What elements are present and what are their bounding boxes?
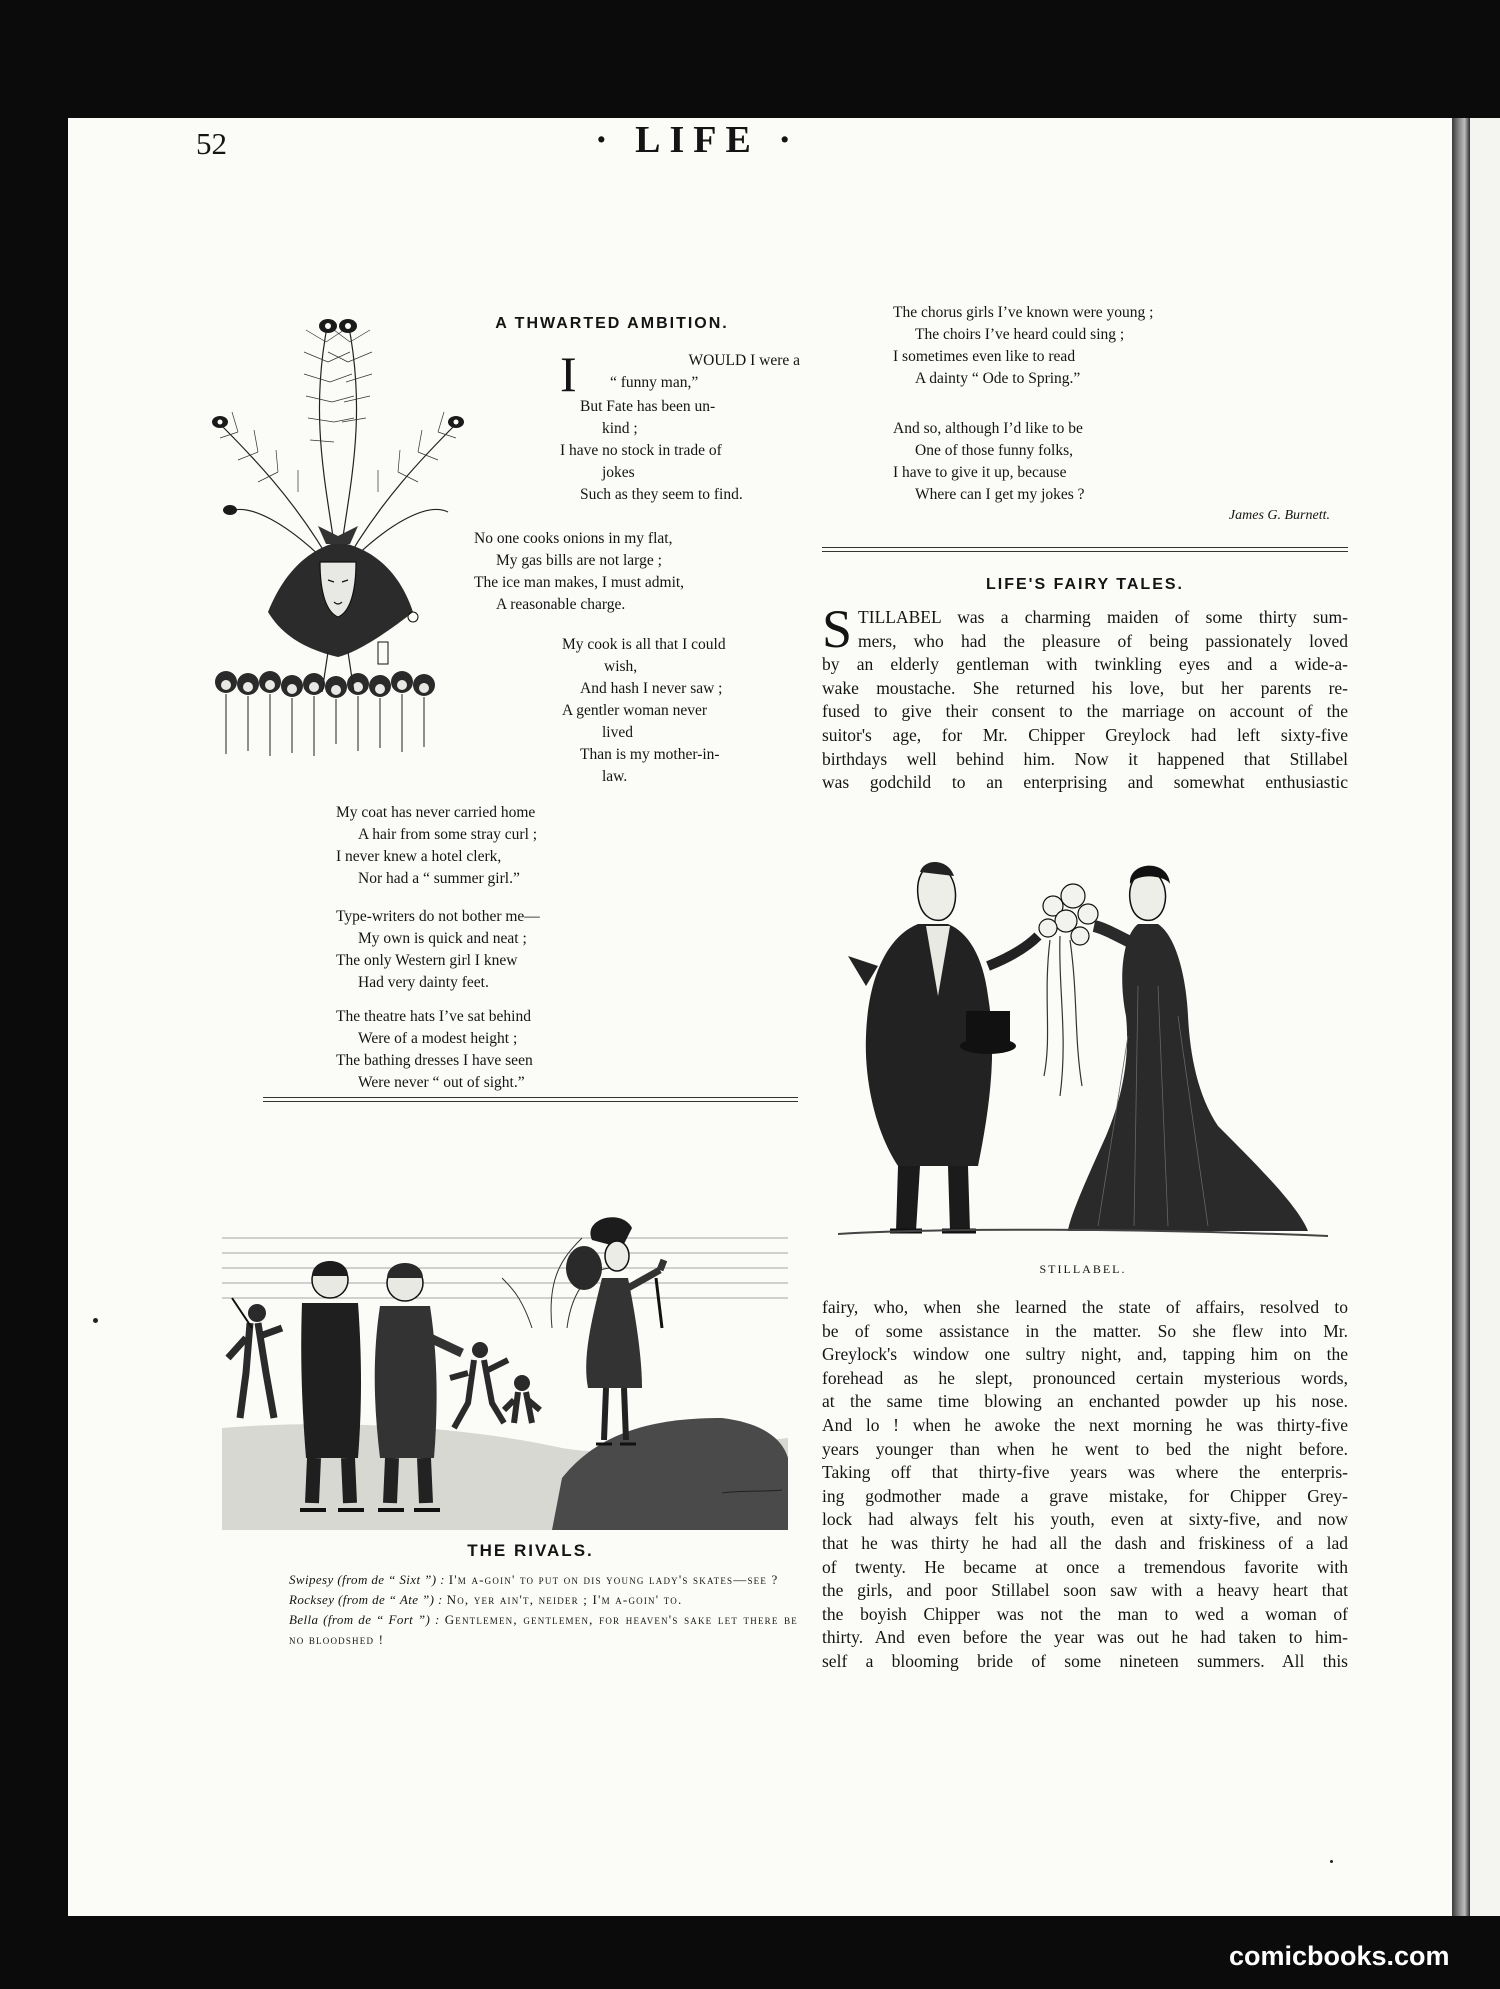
poem-line: No one cooks onions in my flat,	[474, 530, 673, 547]
poem-line: My cook is all that I could	[562, 636, 726, 653]
text-line: by an elderly gentleman with twinkling eyes and a wide-a-	[822, 654, 1348, 675]
poem-line: Type-writers do not bother me—	[336, 908, 540, 925]
jester-peacock-illustration	[208, 312, 468, 767]
text-line: was godchild to an enterprising and somewhat enthusiastic	[822, 772, 1348, 793]
dialogue-text: I'm a-goin' to put on dis young lady's skates—see ?	[448, 1572, 779, 1587]
poem-line: wish,	[604, 658, 638, 675]
poem-stanza-4	[336, 802, 656, 890]
text-line: mers, who had the pleasure of being passionately loved	[858, 630, 1348, 651]
poem-line: Where can I get my jokes ?	[915, 486, 1085, 503]
text-line: the boyish Chipper was not the man to wed a woman of	[822, 1603, 1348, 1624]
text-line: self a blooming bride of some nineteen summers. All this	[822, 1650, 1348, 1671]
poem-line: The only Western girl I knew	[336, 952, 518, 969]
poem-line: jokes	[602, 464, 635, 481]
column-divider-rule	[822, 547, 1348, 552]
poem-line: WOULD I were a	[688, 352, 800, 369]
poem-line: My gas bills are not large ;	[496, 552, 662, 569]
poem-line: A dainty “ Ode to Spring.”	[915, 370, 1081, 387]
poem-line: The theatre hats I’ve sat behind	[336, 1008, 531, 1025]
text-line: birthdays well behind him. Now it happened that Stillabel	[822, 748, 1348, 769]
print-speck	[1330, 1860, 1333, 1863]
poem-line: Such as they seem to find.	[580, 486, 743, 503]
poem-author: James G. Burnett.	[1228, 508, 1330, 523]
article-title: LIFE'S FAIRY TALES.	[986, 576, 1184, 593]
poem-line: Had very dainty feet.	[358, 974, 489, 991]
poem-line: kind ;	[602, 420, 638, 437]
poem-stanza-1	[560, 346, 800, 506]
cartoon-title: THE RIVALS.	[467, 1541, 594, 1560]
facing-page-edge	[1470, 118, 1500, 1916]
poem-line: My coat has never carried home	[336, 804, 536, 821]
text-line: wake moustache. She returned his love, but her parents re-	[822, 677, 1348, 698]
text-line: Taking off that thirty-five years was where the enterpris-	[822, 1462, 1348, 1483]
text-line: suitor's age, for Mr. Chipper Greylock had left sixty-five	[822, 724, 1348, 745]
poem-line: I have to give it up, because	[893, 464, 1067, 481]
poem-line: law.	[602, 768, 628, 785]
print-speck	[93, 1318, 98, 1323]
poem-line: lived	[602, 724, 633, 741]
poem-line: A gentler woman never	[562, 702, 708, 719]
article-dropcap: S	[822, 599, 853, 659]
text-line: years younger than when he went to bed the night before.	[822, 1438, 1348, 1459]
text-line: forehead as he slept, pronounced certain mysterious words,	[822, 1367, 1348, 1388]
text-line: at the same time blowing an enchanted powder up his nose.	[822, 1391, 1348, 1412]
text-line: fairy, who, when she learned the state of affairs, resolved to	[822, 1297, 1348, 1317]
poem-line: Were never “ out of sight.”	[358, 1074, 525, 1091]
skating-rivals-illustration	[222, 1178, 788, 1530]
poem-stanza-3	[562, 634, 802, 788]
text-line: the girls, and poor Stillabel soon saw with a heavy heart that	[822, 1580, 1348, 1601]
poem-line: A hair from some stray curl ;	[358, 826, 538, 843]
poem-stanza-8	[893, 418, 1273, 506]
dialogue-line-rocksey	[263, 1590, 798, 1610]
poem-line: And so, although I’d like to be	[893, 420, 1083, 437]
text-line: ing godmother made a grave mistake, for Chipper Grey-	[822, 1485, 1348, 1506]
poem-dropcap: I	[560, 346, 577, 402]
poem-line: I never knew a hotel clerk,	[336, 848, 502, 865]
dialogue-text: No, yer ain't, neider ; I'm a-goin' to.	[446, 1592, 683, 1607]
poem-line: One of those funny folks,	[915, 442, 1073, 459]
speaker-name: Rocksey (from de “ Ate ”) :	[289, 1592, 443, 1607]
cartoon-dialogue	[263, 1570, 798, 1650]
poem-line: The chorus girls I’ve known were young ;	[893, 304, 1154, 321]
text-line: fused to give their consent to the marriage on account of the	[822, 701, 1348, 722]
poem-line: The choirs I’ve heard could sing ;	[915, 326, 1125, 343]
poem-stanza-6	[336, 1006, 656, 1094]
poem-line: The bathing dresses I have seen	[336, 1052, 533, 1069]
poem-title: A THWARTED AMBITION.	[495, 315, 729, 332]
illustration-caption: STILLABEL.	[1039, 1262, 1127, 1276]
text-line: be of some assistance in the matter. So she flew into Mr.	[822, 1320, 1348, 1341]
text-line: of twenty. He became at once a tremendous favorite with	[822, 1556, 1348, 1577]
poem-line: Were of a modest height ;	[358, 1030, 518, 1047]
text-line: And lo ! when he awoke the next morning he was thirty-five	[822, 1414, 1348, 1435]
speaker-name: Bella (from de “ Fort ”) :	[289, 1612, 440, 1627]
column-divider-rule	[263, 1097, 798, 1102]
dialogue-line-swipesy	[263, 1570, 798, 1590]
dialogue-text: Gentlemen, gentlemen, for heaven's sake let there be no bloodshed !	[289, 1612, 798, 1647]
article-paragraph-1	[822, 599, 1348, 795]
book-spine-edge	[1452, 118, 1470, 1916]
text-line: lock had always felt his youth, even at sixty-five, and now	[822, 1509, 1348, 1530]
poem-line: I have no stock in trade of	[560, 442, 722, 459]
poem-line: Nor had a “ summer girl.”	[358, 870, 520, 887]
poem-line: “ funny man,”	[610, 374, 699, 391]
poem-line: The ice man makes, I must admit,	[474, 574, 685, 591]
poem-line: My own is quick and neat ;	[358, 930, 527, 947]
poem-stanza-2	[474, 528, 794, 616]
stillabel-illustration	[838, 836, 1328, 1246]
site-watermark: comicbooks.com	[1229, 1941, 1450, 1971]
text-line: thirty. And even before the year was out he had taken to him-	[822, 1627, 1348, 1648]
poem-line: I sometimes even like to read	[893, 348, 1076, 365]
article-paragraph-2	[822, 1296, 1348, 1674]
dialogue-line-bella	[263, 1610, 798, 1650]
poem-stanza-7	[893, 302, 1273, 390]
magazine-masthead: · LIFE ·	[595, 119, 801, 161]
poem-line: A reasonable charge.	[496, 596, 626, 613]
text-line: Greylock's window one sultry night, and, tapping him on the	[822, 1344, 1348, 1365]
poem-stanza-5	[336, 906, 656, 994]
text-line: that he was thirty he had all the dash and friskiness of a lad	[822, 1532, 1348, 1553]
speaker-name: Swipesy (from de “ Sixt ”) :	[289, 1572, 445, 1587]
poem-line: Than is my mother-in-	[580, 746, 720, 763]
poem-line: But Fate has been un-	[580, 398, 716, 415]
text-line: TILLABEL was a charming maiden of some thirty sum-	[858, 607, 1348, 627]
poem-line: And hash I never saw ;	[580, 680, 723, 697]
page-number: 52	[196, 126, 227, 161]
